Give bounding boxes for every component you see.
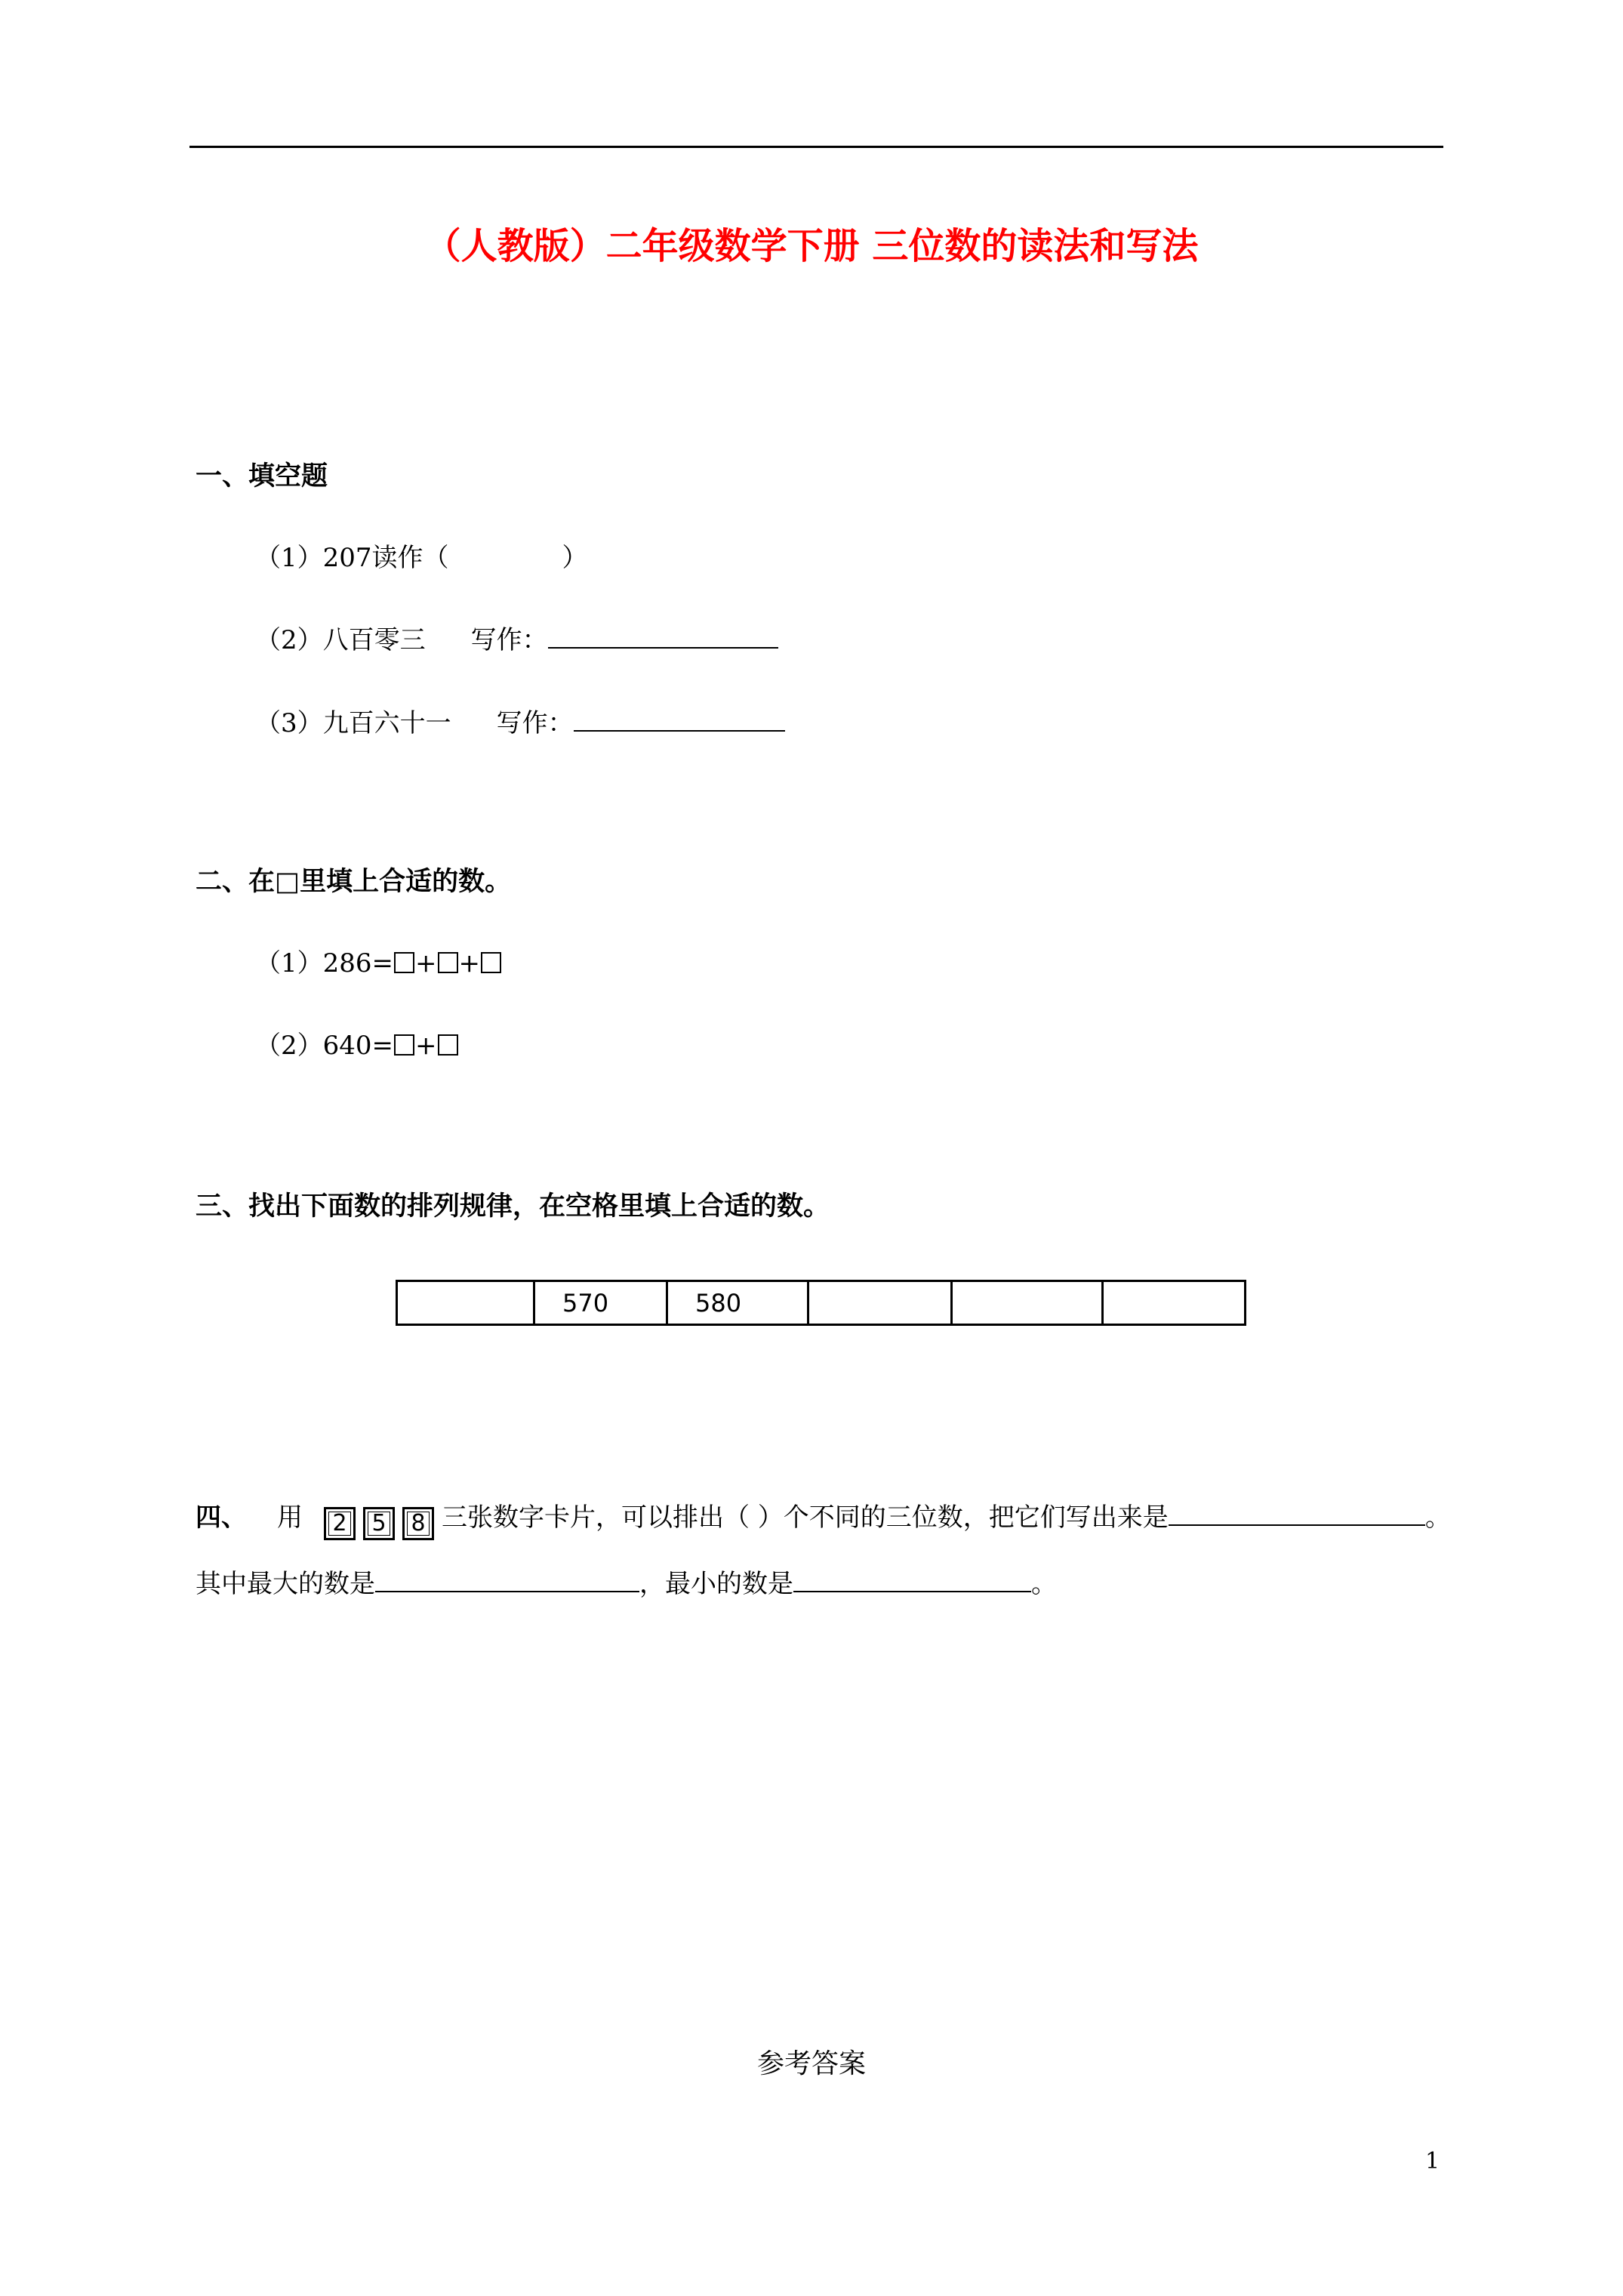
question3-label: （3）九百六十一 xyxy=(255,708,451,738)
period: 。 xyxy=(1424,1502,1451,1533)
period: 。 xyxy=(1031,1569,1057,1599)
section1-heading: 一、填空题 xyxy=(196,461,328,492)
answer-blank[interactable] xyxy=(574,707,785,732)
sequence-cell[interactable] xyxy=(808,1281,952,1325)
page-title: （人教版）二年级数学下册 三位数的读法和写法 xyxy=(424,225,1199,267)
question2-write: 写作： xyxy=(470,625,548,655)
section4-line1 xyxy=(196,1496,1451,1540)
answer-blank[interactable] xyxy=(548,624,778,649)
answer-box[interactable] xyxy=(394,952,414,973)
section4-use: 用 xyxy=(277,1502,303,1533)
section4-line2 xyxy=(196,1563,1057,1600)
sequence-cell[interactable] xyxy=(1103,1281,1246,1325)
answer-box[interactable] xyxy=(438,952,458,973)
question1-close: ） xyxy=(562,543,588,573)
sequence-table xyxy=(396,1280,1246,1326)
section4-number: 四、 xyxy=(196,1502,247,1533)
section2-question1 xyxy=(255,942,502,979)
sequence-cell[interactable] xyxy=(952,1281,1103,1325)
section1-question3 xyxy=(255,702,785,739)
section1-question1 xyxy=(255,537,588,574)
answer-blank[interactable] xyxy=(375,1568,639,1592)
question1-label: （1）207读作（ xyxy=(255,543,449,573)
digit-card-8: 8 xyxy=(402,1507,434,1540)
question3-write: 写作： xyxy=(496,708,574,738)
section4-text2b: ，最小的数是 xyxy=(639,1569,793,1599)
plus-sign: + xyxy=(458,948,481,978)
question2-label: （2）八百零三 xyxy=(255,625,426,655)
section2-question2 xyxy=(255,1025,459,1062)
sequence-cell: 570 xyxy=(534,1281,667,1325)
answer-blank[interactable] xyxy=(793,1568,1031,1592)
question1-prefix: （1）286= xyxy=(255,948,394,978)
section3-heading: 三、找出下面数的排列规律，在空格里填上合适的数。 xyxy=(196,1191,830,1222)
section4-text1: 三张数字卡片，可以排出（ ）个不同的三位数，把它们写出来是 xyxy=(442,1502,1169,1533)
plus-sign: + xyxy=(415,1031,437,1061)
header-rule xyxy=(189,146,1443,148)
digit-card-5: 5 xyxy=(363,1507,395,1540)
section1-question2 xyxy=(255,619,778,656)
sequence-cell: 580 xyxy=(667,1281,808,1325)
section4-text2a: 其中最大的数是 xyxy=(196,1569,375,1599)
answer-box[interactable] xyxy=(394,1034,414,1056)
sequence-cell[interactable] xyxy=(397,1281,534,1325)
plus-sign: + xyxy=(415,948,437,978)
answer-title: 参考答案 xyxy=(756,2048,866,2079)
digit-card-2: 2 xyxy=(324,1507,356,1540)
answer-box[interactable] xyxy=(481,952,501,973)
page-number: 1 xyxy=(1425,2148,1440,2174)
answer-box[interactable] xyxy=(438,1034,458,1056)
section2-heading: 二、在□里填上合适的数。 xyxy=(196,867,512,897)
answer-blank[interactable] xyxy=(1169,1502,1425,1526)
question2-prefix: （2）640= xyxy=(255,1031,394,1061)
